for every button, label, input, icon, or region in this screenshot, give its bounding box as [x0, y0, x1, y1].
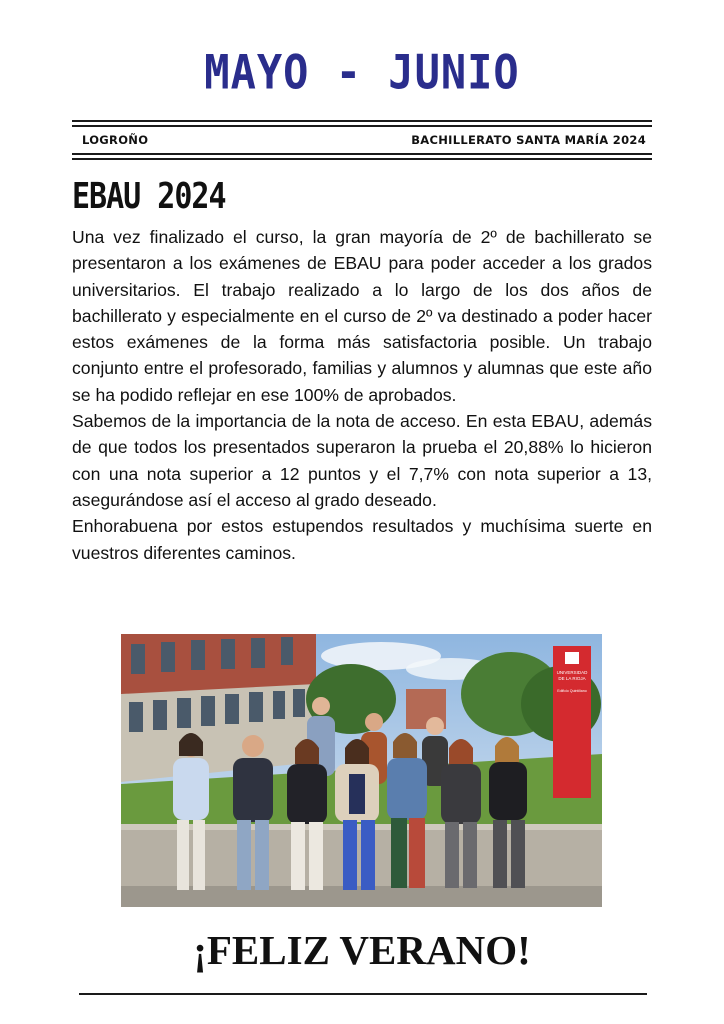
paragraph-2: Sabemos de la importancia de la nota de acceso. En esta EBAU, además de que todos los presentados superaron la prueba el 20,88% lo hicieron con una nota superior a 12 puntos y el 7,7% con nota superior a 13, asegurándose así el acceso al grado deseado.: [72, 411, 652, 510]
sign-text-1: UNIVERSIDAD: [556, 670, 588, 675]
sign-text-2: DE LA RIOJA: [558, 676, 586, 681]
university-logo-icon: [565, 652, 579, 664]
article-body: [72, 224, 652, 566]
sign-text-3: Edificio Quintiliano: [557, 689, 587, 693]
masthead-title: MAYO - JUNIO: [204, 45, 520, 100]
location-label: LOGROÑO: [82, 133, 149, 147]
paragraph-1: Una vez finalizado el curso, la gran mayoría de 2º de bachillerato se presentaron a los exámenes de EBAU para poder acceder a los grados universitarios. El trabajo realizado a lo largo de los dos años de bachillerato y especialmente en el curso de 2º va destinado a poder hacer estos exámenes de la forma más satisfactoria posible. Un trabajo conjunto entre el profesorado, familias y alumnos y alumnas que este año se ha podido reflejar en ese 100% de aprobados.: [72, 227, 652, 405]
group-photo-illustration: [121, 634, 602, 907]
bottom-rule-1: [72, 153, 652, 155]
group-photo: [121, 634, 602, 907]
university-sign: [553, 646, 591, 798]
subline: [82, 133, 646, 147]
bottom-rule-2: [72, 158, 652, 160]
top-rule-2: [72, 125, 652, 127]
footer-rule: [79, 993, 647, 995]
article-headline: EBAU 2024: [72, 176, 226, 218]
closing-message: ¡FELIZ VERANO!: [193, 927, 531, 973]
edition-label: BACHILLERATO SANTA MARÍA 2024: [411, 133, 646, 147]
top-rule-1: [72, 120, 652, 122]
paragraph-3: Enhorabuena por estos estupendos resultados y muchísima suerte en vuestros diferentes caminos.: [72, 516, 652, 563]
